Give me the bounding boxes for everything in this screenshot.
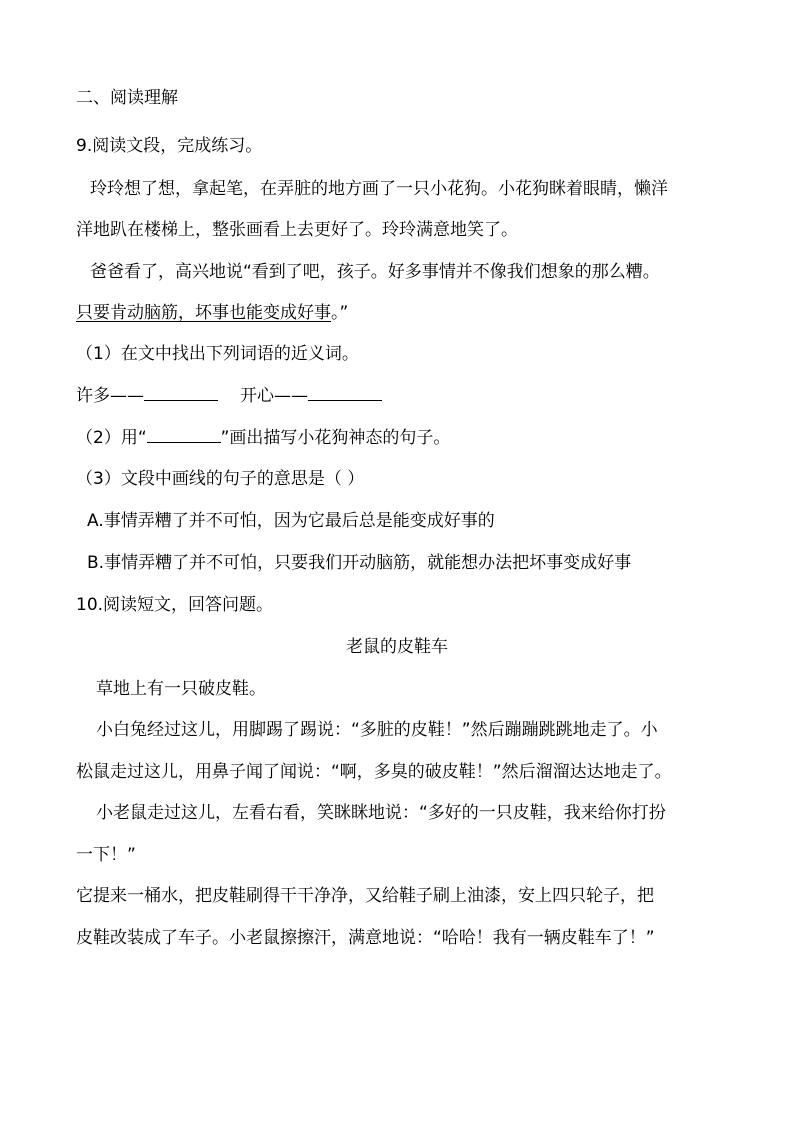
section-heading: 二、阅读理解 bbox=[76, 88, 178, 108]
story-line: 草地上有一只破皮鞋。 bbox=[96, 679, 266, 699]
synonym-word-1: 许多—— bbox=[76, 386, 144, 406]
sub2-prompt-before: （2）用“ bbox=[76, 428, 147, 448]
q9-passage-p1-line2: 洋地趴在楼梯上，整张画看上去更好了。玲玲满意地笑了。 bbox=[76, 220, 518, 240]
sub2-prompt-after: ”画出描写小花狗神态的句子。 bbox=[220, 428, 451, 448]
story-line: 皮鞋改装成了车子。小老鼠擦擦汗，满意地说：“哈哈！我有一辆皮鞋车了！” bbox=[76, 928, 655, 948]
question-9-title: 9.阅读文段，完成练习。 bbox=[76, 136, 263, 156]
passage-close-quote: 。” bbox=[331, 303, 349, 323]
q9-sub3-prompt: （3）文段中画线的句子的意思是（ ） bbox=[76, 469, 365, 489]
story-line: 一下！” bbox=[76, 845, 136, 865]
synonym-blank-2[interactable] bbox=[308, 384, 382, 401]
question-10-title: 10.阅读短文，回答问题。 bbox=[76, 595, 274, 615]
story-line: 小白兔经过这儿，用脚踢了踢说：“多脏的皮鞋！”然后蹦蹦跳跳地走了。小 bbox=[96, 720, 658, 740]
q9-sub1-prompt: （1）在文中找出下列词语的近义词。 bbox=[76, 344, 359, 364]
story-title: 老鼠的皮鞋车 bbox=[346, 637, 448, 657]
sub2-line-sample bbox=[147, 426, 221, 443]
q9-passage-p1-line1: 玲玲想了想，拿起笔，在弄脏的地方画了一只小花狗。小花狗眯着眼睛，懒洋 bbox=[90, 179, 668, 199]
q9-passage-p2-line2 bbox=[76, 301, 726, 325]
underlined-sentence: 只要肯动脑筋，坏事也能变成好事 bbox=[76, 303, 331, 323]
q9-option-a[interactable]: A.事情弄糟了并不可怕，因为它最后总是能变成好事的 bbox=[87, 511, 495, 531]
story-line: 它提来一桶水，把皮鞋刷得干干净净，又给鞋子刷上油漆，安上四只轮子，把 bbox=[76, 886, 654, 906]
story-line: 松鼠走过这儿，用鼻子闻了闻说：“啊，多臭的破皮鞋！”然后溜溜达达地走了。 bbox=[76, 762, 672, 782]
q9-option-b[interactable]: B.事情弄糟了并不可怕，只要我们开动脑筋，就能想办法把坏事变成好事 bbox=[87, 553, 632, 573]
q9-passage-p2-line1: 爸爸看了，高兴地说“看到了吧，孩子。好多事情并不像我们想象的那么糟。 bbox=[90, 262, 660, 282]
synonym-word-2: 开心—— bbox=[240, 386, 308, 406]
story-line: 小老鼠走过这儿，左看右看，笑眯眯地说：“多好的一只皮鞋，我来给你打扮 bbox=[96, 803, 666, 823]
synonym-blank-1[interactable] bbox=[144, 384, 218, 401]
q9-sub1-answers bbox=[76, 384, 726, 408]
q9-sub2-prompt bbox=[76, 426, 726, 450]
